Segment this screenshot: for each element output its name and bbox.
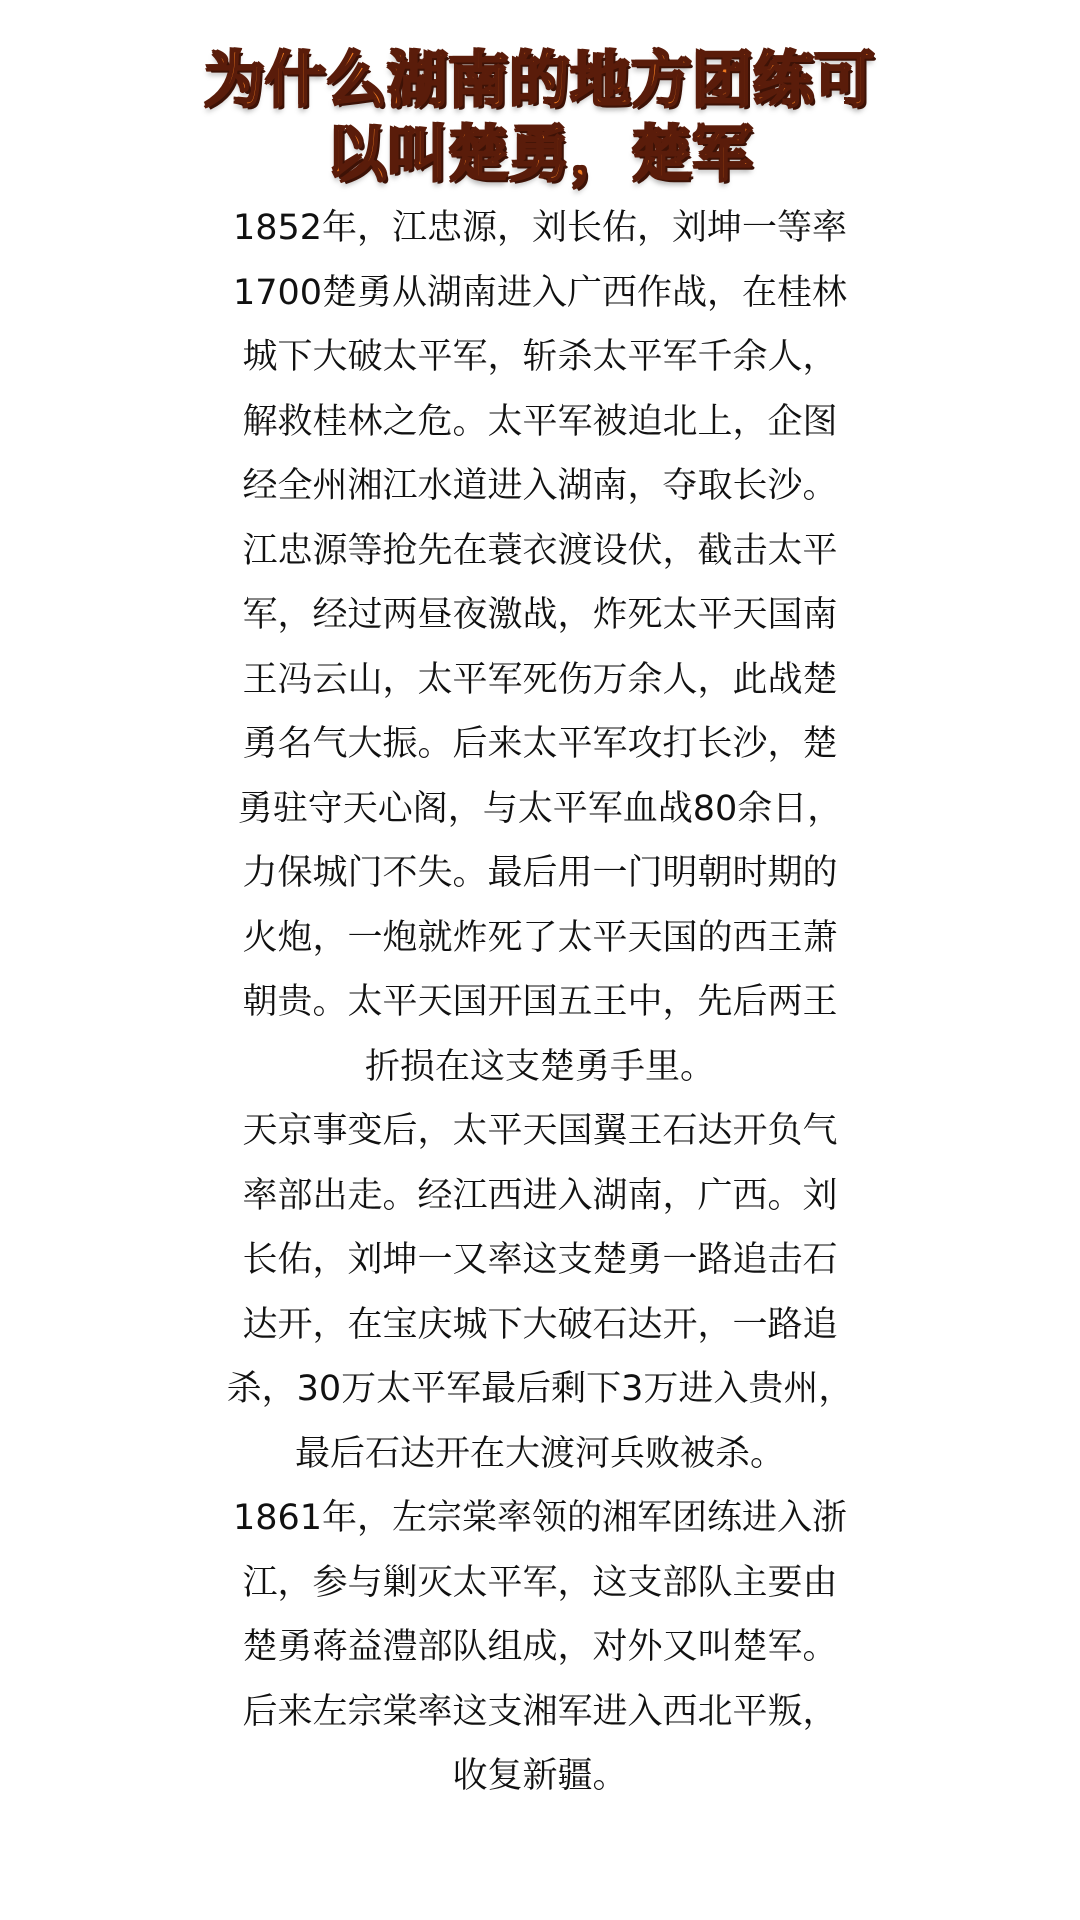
body-line: 率部出走。经江西进入湖南，广西。刘 [242, 1175, 838, 1216]
body-line: 杀，30万太平军最后剩下3万进入贵州， [226, 1369, 854, 1409]
body-line: 长佑，刘坤一又率这支楚勇一路追击石 [242, 1240, 838, 1280]
article-title [200, 44, 880, 192]
body-line: 1700楚勇从湖南进入广西作战，在桂林 [232, 272, 848, 313]
body-line: 城下大破太平军，斩杀太平军千余人， [242, 337, 838, 377]
body-line: 天京事变后，太平天国翼王石达开负气 [242, 1111, 838, 1151]
body-line: 后来左宗棠率这支湘军进入西北平叛， [242, 1691, 838, 1732]
body-line: 力保城门不失。最后用一门明朝时期的 [242, 853, 838, 893]
body-line: 最后石达开在大渡河兵败被杀。 [294, 1433, 785, 1474]
body-line: 1861年，左宗棠率领的湘军团练进入浙 [232, 1498, 848, 1538]
body-line: 达开，在宝庆城下大破石达开，一路追 [242, 1304, 838, 1345]
body-line: 折损在这支楚勇手里。 [364, 1046, 715, 1087]
body-line: 1852年，江忠源，刘长佑，刘坤一等率 [232, 208, 848, 248]
body-line: 王冯云山，太平军死伤万余人，此战楚 [242, 659, 838, 700]
body-line: 江，参与剿灭太平军，这支部队主要由 [242, 1562, 838, 1603]
body-line: 江忠源等抢先在蓑衣渡设伏，截击太平 [242, 530, 838, 571]
title-line-2: 以叫楚勇，楚军 [326, 120, 754, 190]
body-line: 朝贵。太平天国开国五王中，先后两王 [242, 982, 838, 1022]
body-line: 火炮，一炮就炸死了太平天国的西王萧 [242, 917, 838, 958]
title-line-1: 为什么湖南的地方团练可 [204, 46, 876, 116]
article-body [215, 196, 865, 1809]
body-line: 勇驻守天心阁，与太平军血战80余日， [237, 788, 843, 829]
body-line: 军，经过两昼夜激战，炸死太平天国南 [242, 595, 838, 635]
body-line: 楚勇蒋益澧部队组成，对外又叫楚军。 [242, 1627, 838, 1667]
body-line: 勇名气大振。后来太平军攻打长沙，楚 [242, 724, 838, 764]
body-line: 收复新疆。 [452, 1756, 628, 1796]
body-line: 经全州湘江水道进入湖南，夺取长沙。 [242, 466, 838, 506]
body-line: 解救桂林之危。太平军被迫北上，企图 [242, 401, 838, 442]
